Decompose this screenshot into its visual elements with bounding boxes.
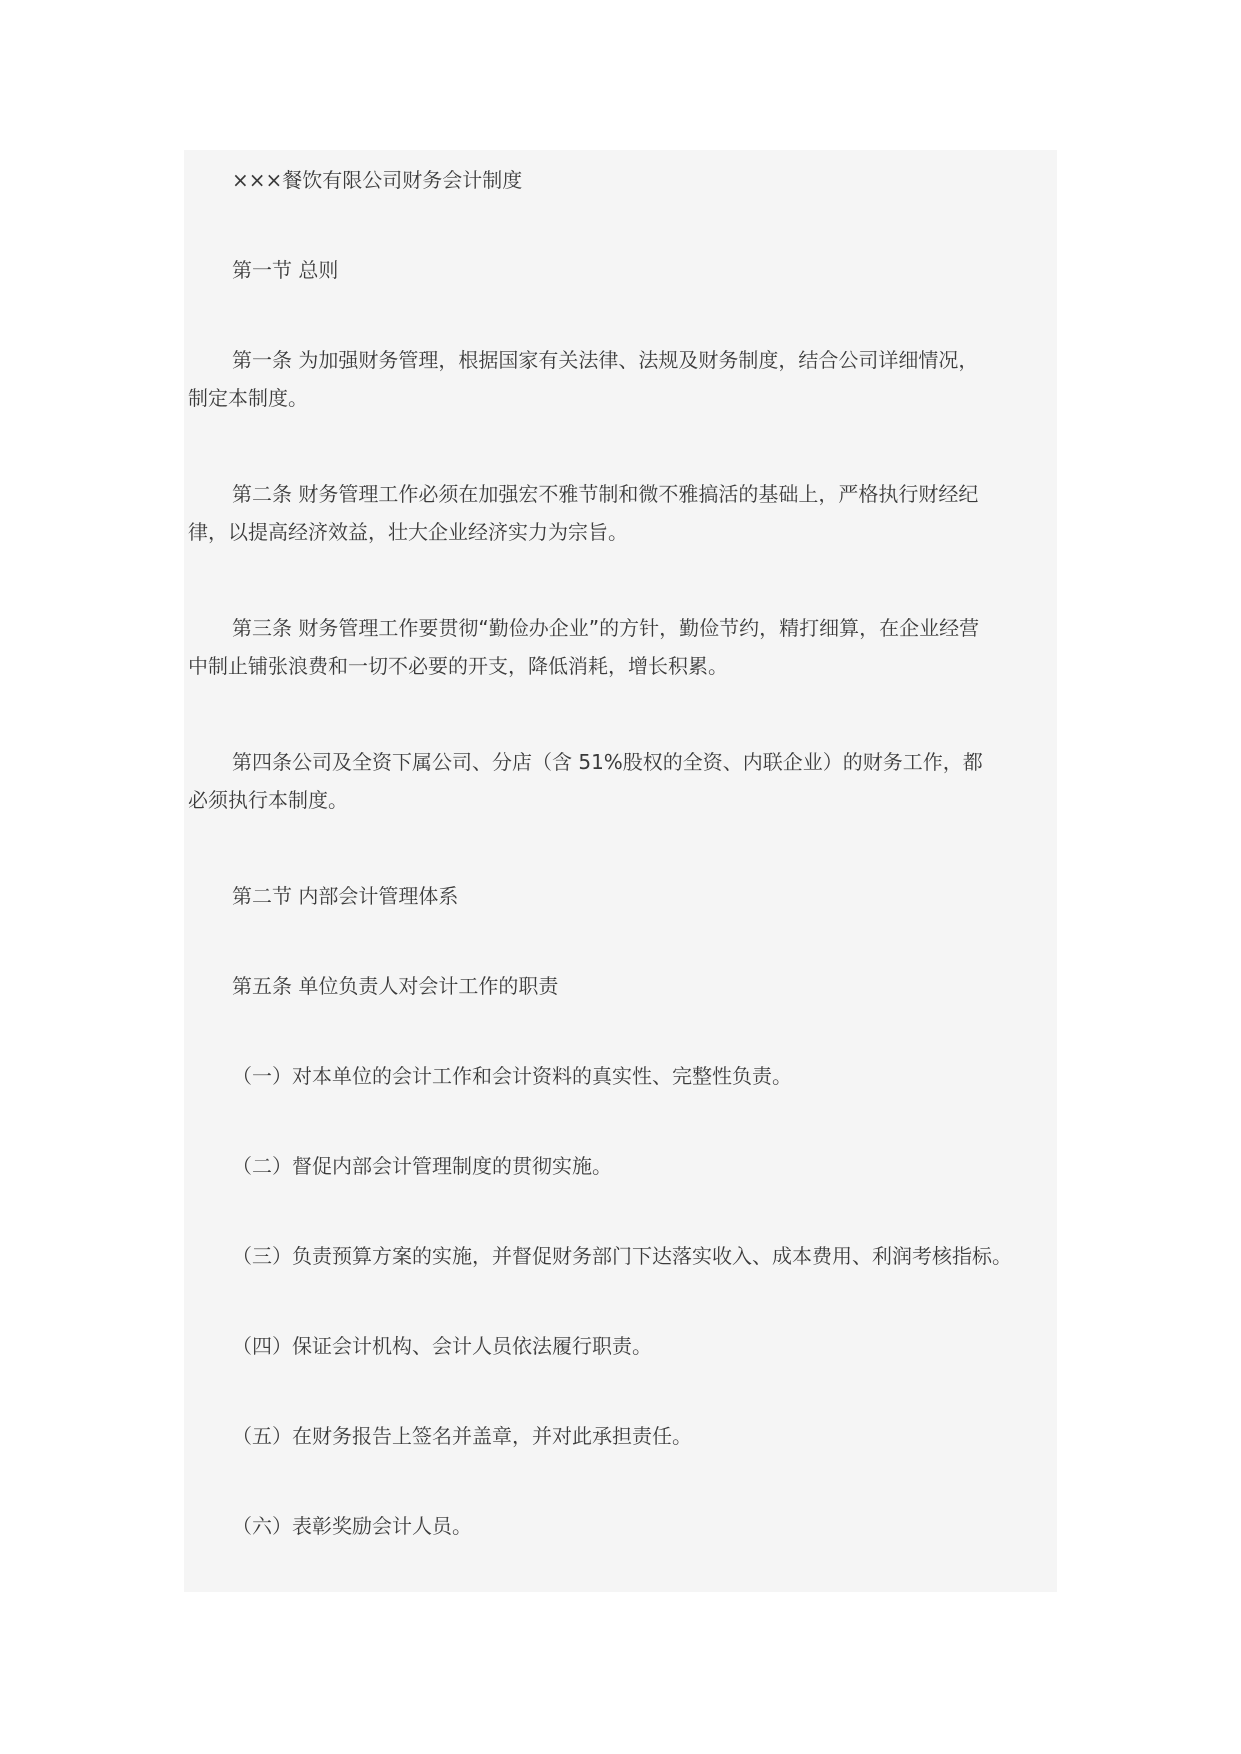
article-1-line-2: 制定本制度。 xyxy=(188,386,308,410)
list-item: （一）对本单位的会计工作和会计资料的真实性、完整性负责。 xyxy=(232,1064,792,1088)
article-4-line-1: 第四条公司及全资下属公司、分店（含 51%股权的全资、内联企业）的财务工作，都 xyxy=(232,750,983,774)
article-3-line-2: 中制止铺张浪费和一切不必要的开支，降低消耗，增长积累。 xyxy=(188,654,728,678)
document-body xyxy=(184,150,1057,1592)
article-2-line-2: 律，以提高经济效益，壮大企业经济实力为宗旨。 xyxy=(188,520,628,544)
list-item: （二）督促内部会计管理制度的贯彻实施。 xyxy=(232,1154,612,1178)
section-heading-internal-accounting: 第二节 内部会计管理体系 xyxy=(232,884,459,908)
list-item: （四）保证会计机构、会计人员依法履行职责。 xyxy=(232,1334,652,1358)
list-item: （五）在财务报告上签名并盖章，并对此承担责任。 xyxy=(232,1424,692,1448)
article-3-line-1: 第三条 财务管理工作要贯彻“勤俭办企业”的方针，勤俭节约，精打细算，在企业经营 xyxy=(232,616,980,640)
article-1-line-1: 第一条 为加强财务管理，根据国家有关法律、法规及财务制度，结合公司详细情况， xyxy=(232,348,979,372)
article-4-line-2: 必须执行本制度。 xyxy=(188,788,348,812)
article-2-line-1: 第二条 财务管理工作必须在加强宏不雅节制和微不雅搞活的基础上，严格执行财经纪 xyxy=(232,482,979,506)
document-title: ×××餐饮有限公司财务会计制度 xyxy=(232,168,523,192)
list-item: （三）负责预算方案的实施，并督促财务部门下达落实收入、成本费用、利润考核指标。 xyxy=(232,1244,1012,1268)
article-5-heading: 第五条 单位负责人对会计工作的职责 xyxy=(232,974,559,998)
section-heading-general: 第一节 总则 xyxy=(232,258,339,282)
list-item: （六）表彰奖励会计人员。 xyxy=(232,1514,472,1538)
